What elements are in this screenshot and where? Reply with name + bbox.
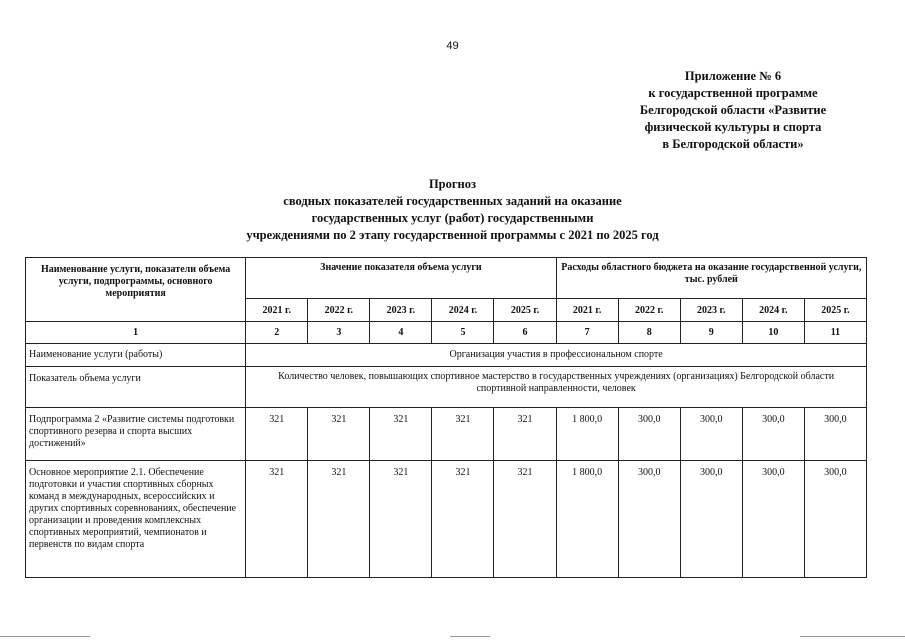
row-value: 321 [246,461,308,578]
header-volume: Значение показателя объема услуги [246,258,556,299]
row-value: 300,0 [680,461,742,578]
row-value: 300,0 [804,408,866,461]
year-cell: 2024 г. [432,299,494,322]
row-value: 1 800,0 [556,461,618,578]
column-number: 4 [370,322,432,344]
column-number: 11 [804,322,866,344]
title-line: сводных показателей государственных заданий на оказание [283,194,622,208]
document-title [0,176,905,244]
scan-line [0,636,90,637]
year-cell: 2022 г. [618,299,680,322]
forecast-table [25,257,867,578]
row-value: 300,0 [742,461,804,578]
service-name-label: Наименование услуги (работы) [26,344,246,367]
volume-indicator-row [26,367,867,408]
year-cell: 2023 г. [680,299,742,322]
row-value: 321 [432,408,494,461]
volume-indicator-value: Количество человек, повышающих спортивное мастерство в государственных учреждениях (организациях) Белгородской области спортивной направленности, человек [246,367,867,408]
appendix-block [613,68,853,153]
scan-line [450,636,490,637]
column-number: 5 [432,322,494,344]
service-name-row [26,344,867,367]
column-number-row [26,322,867,344]
column-number: 1 [26,322,246,344]
column-number: 2 [246,322,308,344]
row-value: 321 [494,461,556,578]
row-value: 321 [308,461,370,578]
year-cell: 2024 г. [742,299,804,322]
title-line: учреждениями по 2 этапу государственной программы с 2021 по 2025 год [246,228,659,242]
table-row [26,461,867,578]
table-row [26,408,867,461]
row-label: Подпрограмма 2 «Развитие системы подготовки спортивного резерва и спорта высших достижений» [26,408,246,461]
row-value: 321 [246,408,308,461]
appendix-line: Приложение № 6 [684,69,782,83]
column-number: 9 [680,322,742,344]
scan-edge-lines [0,634,905,640]
page-number: 49 [446,40,459,52]
column-number: 8 [618,322,680,344]
column-number: 7 [556,322,618,344]
appendix-line: физической культуры и спорта [644,120,822,134]
row-value: 321 [494,408,556,461]
row-value: 321 [370,408,432,461]
column-number: 3 [308,322,370,344]
year-cell: 2025 г. [804,299,866,322]
row-value: 300,0 [804,461,866,578]
title-line: Прогноз [428,177,477,191]
row-value: 300,0 [618,461,680,578]
volume-indicator-label: Показатель объема услуги [26,367,246,408]
service-name-value: Организация участия в профессиональном спорте [246,344,867,367]
column-number: 6 [494,322,556,344]
title-line: государственных услуг (работ) государственными [311,211,594,225]
year-cell: 2025 г. [494,299,556,322]
header-row [26,258,867,299]
row-value: 300,0 [680,408,742,461]
year-cell: 2021 г. [556,299,618,322]
appendix-line: Белгородской области «Развитие [639,103,827,117]
row-label: Основное мероприятие 2.1. Обеспечение подготовки и участия спортивных сборных команд в международных, всероссийских и других спортивных соревнованиях, обеспечение организации и проведения комплексных спортивных мероприятий, чемпионатов и первенств по видам спорта [26,461,246,578]
header-left: Наименование услуги, показатели объема услуги, подпрограммы, основного мероприятия [26,258,246,322]
appendix-line: к государственной программе [648,86,818,100]
appendix-line: в Белгородской области» [662,137,804,151]
column-number: 10 [742,322,804,344]
year-cell: 2022 г. [308,299,370,322]
row-value: 321 [308,408,370,461]
year-cell: 2023 г. [370,299,432,322]
scan-line [800,636,905,637]
row-value: 300,0 [742,408,804,461]
row-value: 1 800,0 [556,408,618,461]
header-expenses: Расходы областного бюджета на оказание государственной услуги, тыс. рублей [556,258,866,299]
row-value: 321 [432,461,494,578]
row-value: 300,0 [618,408,680,461]
year-cell: 2021 г. [246,299,308,322]
row-value: 321 [370,461,432,578]
